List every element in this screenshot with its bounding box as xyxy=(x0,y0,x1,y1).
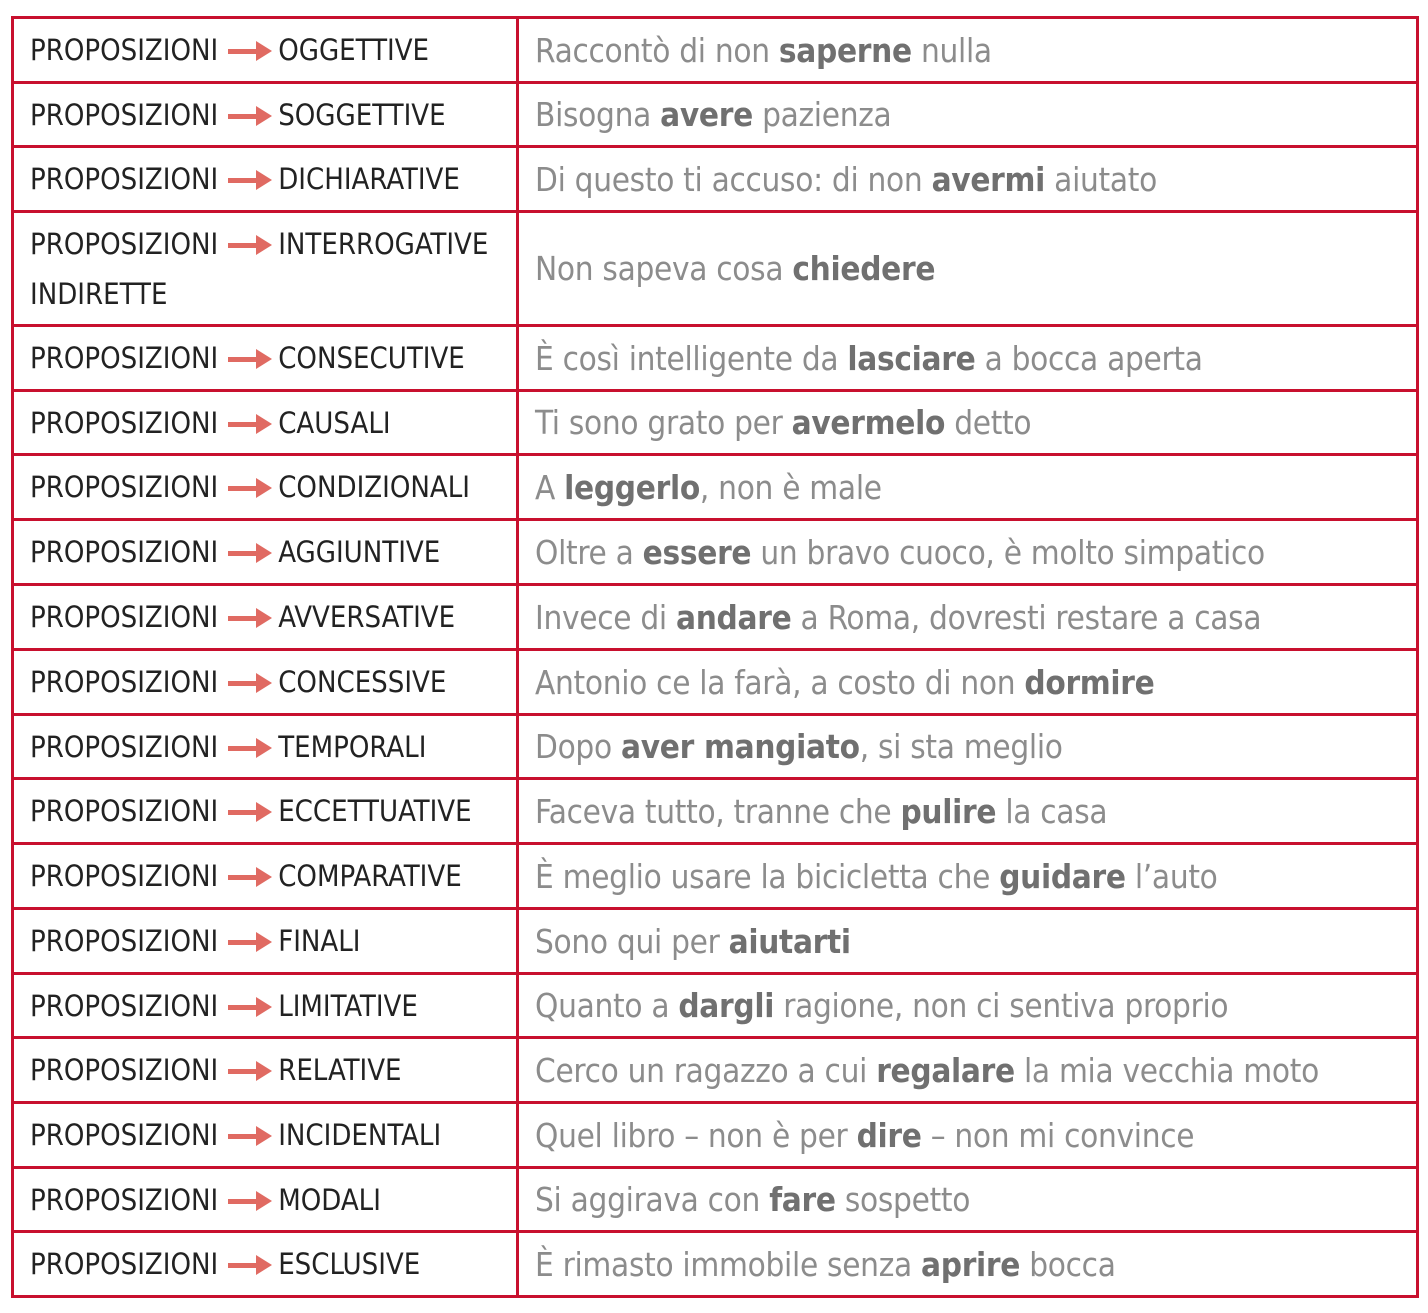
table-row xyxy=(13,909,1418,974)
example-text: la casa xyxy=(996,791,1108,831)
prefix-label: PROPOSIZIONI xyxy=(30,470,219,504)
arrow-right-icon xyxy=(228,1255,272,1275)
proposition-type-cell xyxy=(13,1038,518,1103)
arrow-right-icon xyxy=(228,1191,272,1211)
arrow-right-icon xyxy=(228,543,272,563)
prefix-label: PROPOSIZIONI xyxy=(30,97,219,132)
example-cell xyxy=(518,844,1418,909)
table-row xyxy=(13,715,1418,779)
example-highlight: leggerlo xyxy=(564,467,700,507)
proposition-type-cell xyxy=(13,650,518,715)
table-row xyxy=(13,212,1418,326)
arrow-right-icon xyxy=(228,738,272,758)
example-text: Di questo ti accuso: di non xyxy=(535,159,932,199)
example-highlight: aprire xyxy=(921,1244,1021,1284)
example-text: – non mi convince xyxy=(921,1115,1195,1155)
example-highlight: lasciare xyxy=(847,338,976,378)
proposition-type-cell xyxy=(13,1232,518,1297)
arrow-right-icon xyxy=(228,932,272,952)
type-label: AGGIUNTIVE xyxy=(278,535,441,569)
arrow-right-icon xyxy=(228,1126,272,1146)
example-cell xyxy=(518,585,1418,650)
arrow-right-icon xyxy=(228,802,272,822)
prefix-label: PROPOSIZIONI xyxy=(30,600,219,634)
example-highlight: saperne xyxy=(778,30,912,70)
table-row xyxy=(13,391,1418,455)
example-text: a Roma, dovresti restare a casa xyxy=(791,597,1262,637)
table-row xyxy=(13,650,1418,715)
example-text: Cerco un ragazzo a cui xyxy=(535,1050,877,1090)
arrow-right-icon xyxy=(228,608,272,628)
type-label: INCIDENTALI xyxy=(278,1118,442,1152)
example-text: , si sta meglio xyxy=(859,727,1063,766)
arrow-right-icon xyxy=(228,867,272,887)
type-label: FINALI xyxy=(278,924,361,958)
table-row xyxy=(13,1232,1418,1297)
type-label: CONSECUTIVE xyxy=(278,341,465,375)
example-text: È meglio usare la bicicletta che xyxy=(535,856,1000,896)
example-highlight: avermelo xyxy=(791,403,946,442)
prefix-label: PROPOSIZIONI xyxy=(30,1247,219,1281)
table-body xyxy=(13,18,1418,1297)
example-highlight: avermi xyxy=(931,159,1046,199)
type-label: CONCESSIVE xyxy=(278,665,447,699)
example-cell xyxy=(518,147,1418,212)
example-text: Ti sono grato per xyxy=(535,403,792,442)
example-cell xyxy=(518,1103,1418,1168)
example-cell xyxy=(518,212,1418,326)
type-label: ESCLUSIVE xyxy=(278,1247,421,1281)
prefix-label: PROPOSIZIONI xyxy=(30,924,219,958)
example-text: nulla xyxy=(911,30,992,70)
arrow-right-icon xyxy=(228,349,272,369)
type-label: LIMITATIVE xyxy=(278,988,418,1023)
arrow-right-icon xyxy=(228,106,272,126)
prefix-label: PROPOSIZIONI xyxy=(30,341,219,375)
proposition-type-cell xyxy=(13,18,518,83)
example-cell xyxy=(518,83,1418,147)
example-highlight: dormire xyxy=(1024,662,1155,702)
proposition-type-cell xyxy=(13,844,518,909)
example-text: ragione, non ci sentiva proprio xyxy=(774,986,1229,1025)
proposition-type-cell xyxy=(13,212,518,326)
type-label: SOGGETTIVE xyxy=(278,97,446,132)
prefix-label: PROPOSIZIONI xyxy=(30,859,219,893)
type-label: INTERROGATIVE INDIRETTE xyxy=(30,226,489,311)
example-cell xyxy=(518,18,1418,83)
example-text: sospetto xyxy=(835,1180,971,1219)
arrow-right-icon xyxy=(228,41,272,61)
proposition-type-cell xyxy=(13,455,518,520)
example-text: aiutato xyxy=(1045,159,1157,199)
arrow-right-icon xyxy=(228,235,272,255)
arrow-right-icon xyxy=(228,997,272,1017)
table-row xyxy=(13,1038,1418,1103)
example-cell xyxy=(518,520,1418,585)
example-highlight: fare xyxy=(769,1180,836,1219)
example-highlight: essere xyxy=(642,532,752,572)
example-highlight: aver mangiato xyxy=(620,727,860,766)
prefix-label: PROPOSIZIONI xyxy=(30,665,219,699)
example-text: A xyxy=(535,467,565,507)
example-cell xyxy=(518,1232,1418,1297)
table-row xyxy=(13,455,1418,520)
example-text: la mia vecchia moto xyxy=(1014,1050,1319,1090)
example-highlight: guidare xyxy=(999,856,1126,896)
proposition-type-cell xyxy=(13,147,518,212)
example-text: Si aggirava con xyxy=(535,1180,770,1219)
type-label: CONDIZIONALI xyxy=(278,470,470,504)
table-row xyxy=(13,18,1418,83)
example-text: l’auto xyxy=(1125,856,1218,896)
type-label: OGGETTIVE xyxy=(278,33,430,67)
proposition-type-cell xyxy=(13,974,518,1038)
example-cell xyxy=(518,974,1418,1038)
example-cell xyxy=(518,326,1418,391)
prefix-label: PROPOSIZIONI xyxy=(30,794,219,828)
prefix-label: PROPOSIZIONI xyxy=(30,162,219,196)
example-text: Faceva tutto, tranne che xyxy=(535,791,901,831)
prefix-label: PROPOSIZIONI xyxy=(30,226,219,261)
table-row xyxy=(13,974,1418,1038)
type-label: DICHIARATIVE xyxy=(278,162,460,196)
example-highlight: avere xyxy=(660,95,753,134)
type-label: AVVERSATIVE xyxy=(278,600,456,634)
table-row xyxy=(13,585,1418,650)
table-row xyxy=(13,83,1418,147)
example-cell xyxy=(518,909,1418,974)
example-cell xyxy=(518,779,1418,844)
prefix-label: PROPOSIZIONI xyxy=(30,33,219,67)
type-label: COMPARATIVE xyxy=(278,859,462,893)
example-text: Bisogna xyxy=(535,95,661,134)
example-text: Quel libro – non è per xyxy=(535,1115,857,1155)
example-text: Dopo xyxy=(535,727,621,766)
type-label: CAUSALI xyxy=(278,405,391,440)
table-row xyxy=(13,520,1418,585)
example-highlight: dire xyxy=(856,1115,922,1155)
proposition-type-cell xyxy=(13,326,518,391)
example-cell xyxy=(518,1038,1418,1103)
example-text: Non sapeva cosa xyxy=(535,249,793,288)
example-highlight: regalare xyxy=(876,1050,1015,1090)
example-text: Sono qui per xyxy=(535,921,729,961)
type-label: TEMPORALI xyxy=(278,729,427,764)
example-highlight: aiutarti xyxy=(728,921,851,961)
example-cell xyxy=(518,1168,1418,1232)
proposition-type-cell xyxy=(13,715,518,779)
prefix-label: PROPOSIZIONI xyxy=(30,1118,219,1152)
example-cell xyxy=(518,455,1418,520)
example-text: Antonio ce la farà, a costo di non xyxy=(535,662,1025,702)
proposition-type-cell xyxy=(13,391,518,455)
example-text: È così intelligente da xyxy=(535,338,848,378)
example-cell xyxy=(518,391,1418,455)
arrow-right-icon xyxy=(228,170,272,190)
example-text: detto xyxy=(945,403,1032,442)
table-row xyxy=(13,844,1418,909)
prefix-label: PROPOSIZIONI xyxy=(30,1053,219,1087)
example-text: pazienza xyxy=(752,95,892,134)
proposition-type-cell xyxy=(13,1168,518,1232)
table-row xyxy=(13,1168,1418,1232)
type-label: ECCETTUATIVE xyxy=(278,794,472,828)
example-highlight: andare xyxy=(675,597,792,637)
example-text: bocca xyxy=(1020,1244,1116,1284)
prefix-label: PROPOSIZIONI xyxy=(30,988,219,1023)
table-row xyxy=(13,779,1418,844)
example-text: Quanto a xyxy=(535,986,679,1025)
example-highlight: pulire xyxy=(900,791,997,831)
example-cell xyxy=(518,650,1418,715)
arrow-right-icon xyxy=(228,673,272,693)
prefix-label: PROPOSIZIONI xyxy=(30,1182,219,1217)
example-text: a bocca aperta xyxy=(975,338,1203,378)
propositions-table xyxy=(11,16,1419,1298)
table-row xyxy=(13,326,1418,391)
proposition-type-cell xyxy=(13,909,518,974)
type-label: RELATIVE xyxy=(278,1053,402,1087)
proposition-type-cell xyxy=(13,585,518,650)
arrow-right-icon xyxy=(228,478,272,498)
type-label: MODALI xyxy=(278,1182,381,1217)
example-text: È rimasto immobile senza xyxy=(535,1244,922,1284)
arrow-right-icon xyxy=(228,1061,272,1081)
prefix-label: PROPOSIZIONI xyxy=(30,405,219,440)
example-highlight: dargli xyxy=(678,986,775,1025)
example-text: Oltre a xyxy=(535,532,643,572)
example-cell xyxy=(518,715,1418,779)
example-text: , non è male xyxy=(699,467,882,507)
example-text: Raccontò di non xyxy=(535,30,779,70)
example-highlight: chiedere xyxy=(792,249,936,288)
proposition-type-cell xyxy=(13,1103,518,1168)
example-text: un bravo cuoco, è molto simpatico xyxy=(751,532,1265,572)
proposition-type-cell xyxy=(13,779,518,844)
table-row xyxy=(13,147,1418,212)
prefix-label: PROPOSIZIONI xyxy=(30,729,219,764)
prefix-label: PROPOSIZIONI xyxy=(30,535,219,569)
arrow-right-icon xyxy=(228,414,272,434)
example-text: Invece di xyxy=(535,597,676,637)
proposition-type-cell xyxy=(13,83,518,147)
table-row xyxy=(13,1103,1418,1168)
proposition-type-cell xyxy=(13,520,518,585)
